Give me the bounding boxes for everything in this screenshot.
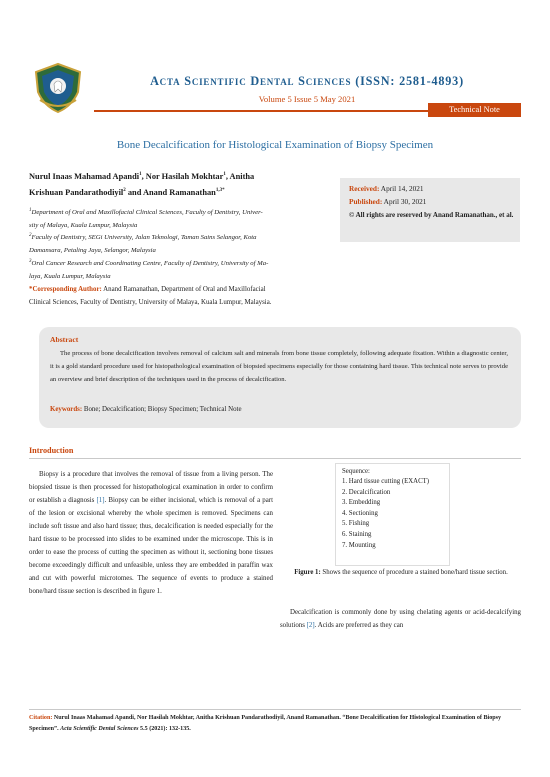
affiliation-3: $^3$Oral Cancer Research and Coordinating Centre, Faculty of Dentistry, University of Ma- laya, Kuala Lumpur, Malaysia <box>29 259 269 280</box>
paper-title: Bone Decalcification for Histological Examination of Biopsy Specimen <box>116 139 434 151</box>
keywords-label: Keywords: <box>50 406 83 413</box>
sequence-item: 6. Staining <box>342 530 372 538</box>
corresponding-label: *Corresponding Author: <box>29 286 102 293</box>
author-name: Nurul Inaas Mahamad Apandi <box>29 171 140 181</box>
footer-divider <box>29 709 521 710</box>
author-name: Krishuan Pandarathodiyil <box>29 187 124 197</box>
abstract-heading: Abstract <box>50 335 79 344</box>
author-affil-sup: 1,3* <box>215 187 225 193</box>
author-affil-sup: 1 <box>139 172 142 177</box>
introduction-paragraph: Biopsy is a procedure that involves the removal of tissue from a living person. The biopsied tissue is then processed for histopathological examination in order to confirm or establish a diagnosis [1]. Biopsy can be either incisional, which is removal of a part of the lesion or excisional whereby the whole specimen is removed. Specimens can include soft tissue and also hard tissue; thus, decalcification is needed especially for the hard tissue to be processed into slides to be examined under the microscope. This is in order to ease the process of cutting the specimen as without it, sectioning bone tissues become exceedingly difficult and unfeasible, unless they are embedded in paraffin wax and cut with powerful microtomes. The sequence of events to produce a stained bone/hard tissue section is described in figure 1. <box>29 471 273 595</box>
figure-1-caption: Figure 1: Shows the sequence of procedure a stained bone/hard tissue section. <box>294 569 508 576</box>
sequence-item: 2. Decalcification <box>342 488 391 496</box>
article-type-badge: Technical Note <box>428 103 521 117</box>
author-list <box>29 168 329 200</box>
author-name: , Anitha <box>225 171 255 181</box>
corresponding-author: *Corresponding Author: Anand Ramanathan, Department of Oral and Maxillofacial Clinical Sciences, Faculty of Dentistry, University of Malaya, Kuala Lumpur, Malaysia. <box>29 286 272 306</box>
sequence-item: 4. Sectioning <box>342 509 378 517</box>
figure-1-sequence-box <box>335 463 450 566</box>
journal-title: Acta Scientific Dental Sciences (ISSN: 2581-4893) <box>150 74 464 88</box>
sequence-item: 7. Mounting <box>342 541 376 549</box>
author-name: and Anand Ramanathan <box>125 187 216 197</box>
section-divider <box>29 458 521 459</box>
keywords: Keywords: Bone; Decalcification; Biopsy Specimen; Technical Note <box>50 406 242 413</box>
reference-link[interactable]: [2] <box>306 622 315 629</box>
author-name: , Nor Hasilah Mokhtar <box>141 171 224 181</box>
received-date: Received: April 14, 2021 <box>349 184 424 193</box>
journal-volume: Volume 5 Issue 5 May 2021 <box>258 94 356 104</box>
sequence-item: 3. Embedding <box>342 499 381 507</box>
journal-shield-logo <box>32 62 84 114</box>
citation: Citation: Nurul Inaas Mahamad Apandi, Nor Hasilah Mokhtar, Anitha Krishuan Pandarathodiyil, Anand Ramanathan. “Bone Decalcification for Histological Examination of Biopsy Specimen”. Acta Scientific Dental Sciences 5.5 (2021): 132-135. <box>29 715 502 732</box>
citation-label: Citation: <box>29 715 53 721</box>
introduction-heading: Introduction <box>29 446 74 455</box>
sequence-title: Sequence: <box>342 468 370 475</box>
sequence-item: 5. Fishing <box>342 520 370 528</box>
author-affil-sup: 1 <box>223 172 226 177</box>
copyright-note: © All rights are reserved by Anand Ramanathan., et al. <box>349 211 514 219</box>
reference-link[interactable]: [1] <box>96 497 105 504</box>
published-date: Published: April 30, 2021 <box>349 197 427 206</box>
affiliation-2: $^2$Faculty of Dentistry, SEGi University, Jalan Teknologi, Taman Sains Selangor, Kota Damansara, Petaling Jaya, Selangor, Malaysia <box>29 233 257 254</box>
decalcification-paragraph: Decalcification is commonly done by using chelating agents or acid-decalcifying solutions [2]. Acids are preferred as they can <box>280 609 521 629</box>
sequence-item: 1. Hard tissue cutting (EXACT) <box>342 478 430 485</box>
author-affil-sup: 2 <box>123 187 126 193</box>
affiliation-1: $^1$Department of Oral and Maxillofacial Clinical Sciences, Faculty of Dentistry, Univer- sity of Malaya, Kuala Lumpur, Malaysia <box>29 208 263 229</box>
abstract-text: The process of bone decalcification involves removal of calcium salt and minerals from bone tissue completely, following adequate fixation. Within a diagnostic center, it is a gold standard procedure used for histopathological examination of biopsied specimens especially for those containing hard tissue. This technical note serves to provide an overview and brief description of the techniques used in the process of decalcification. <box>50 350 508 383</box>
